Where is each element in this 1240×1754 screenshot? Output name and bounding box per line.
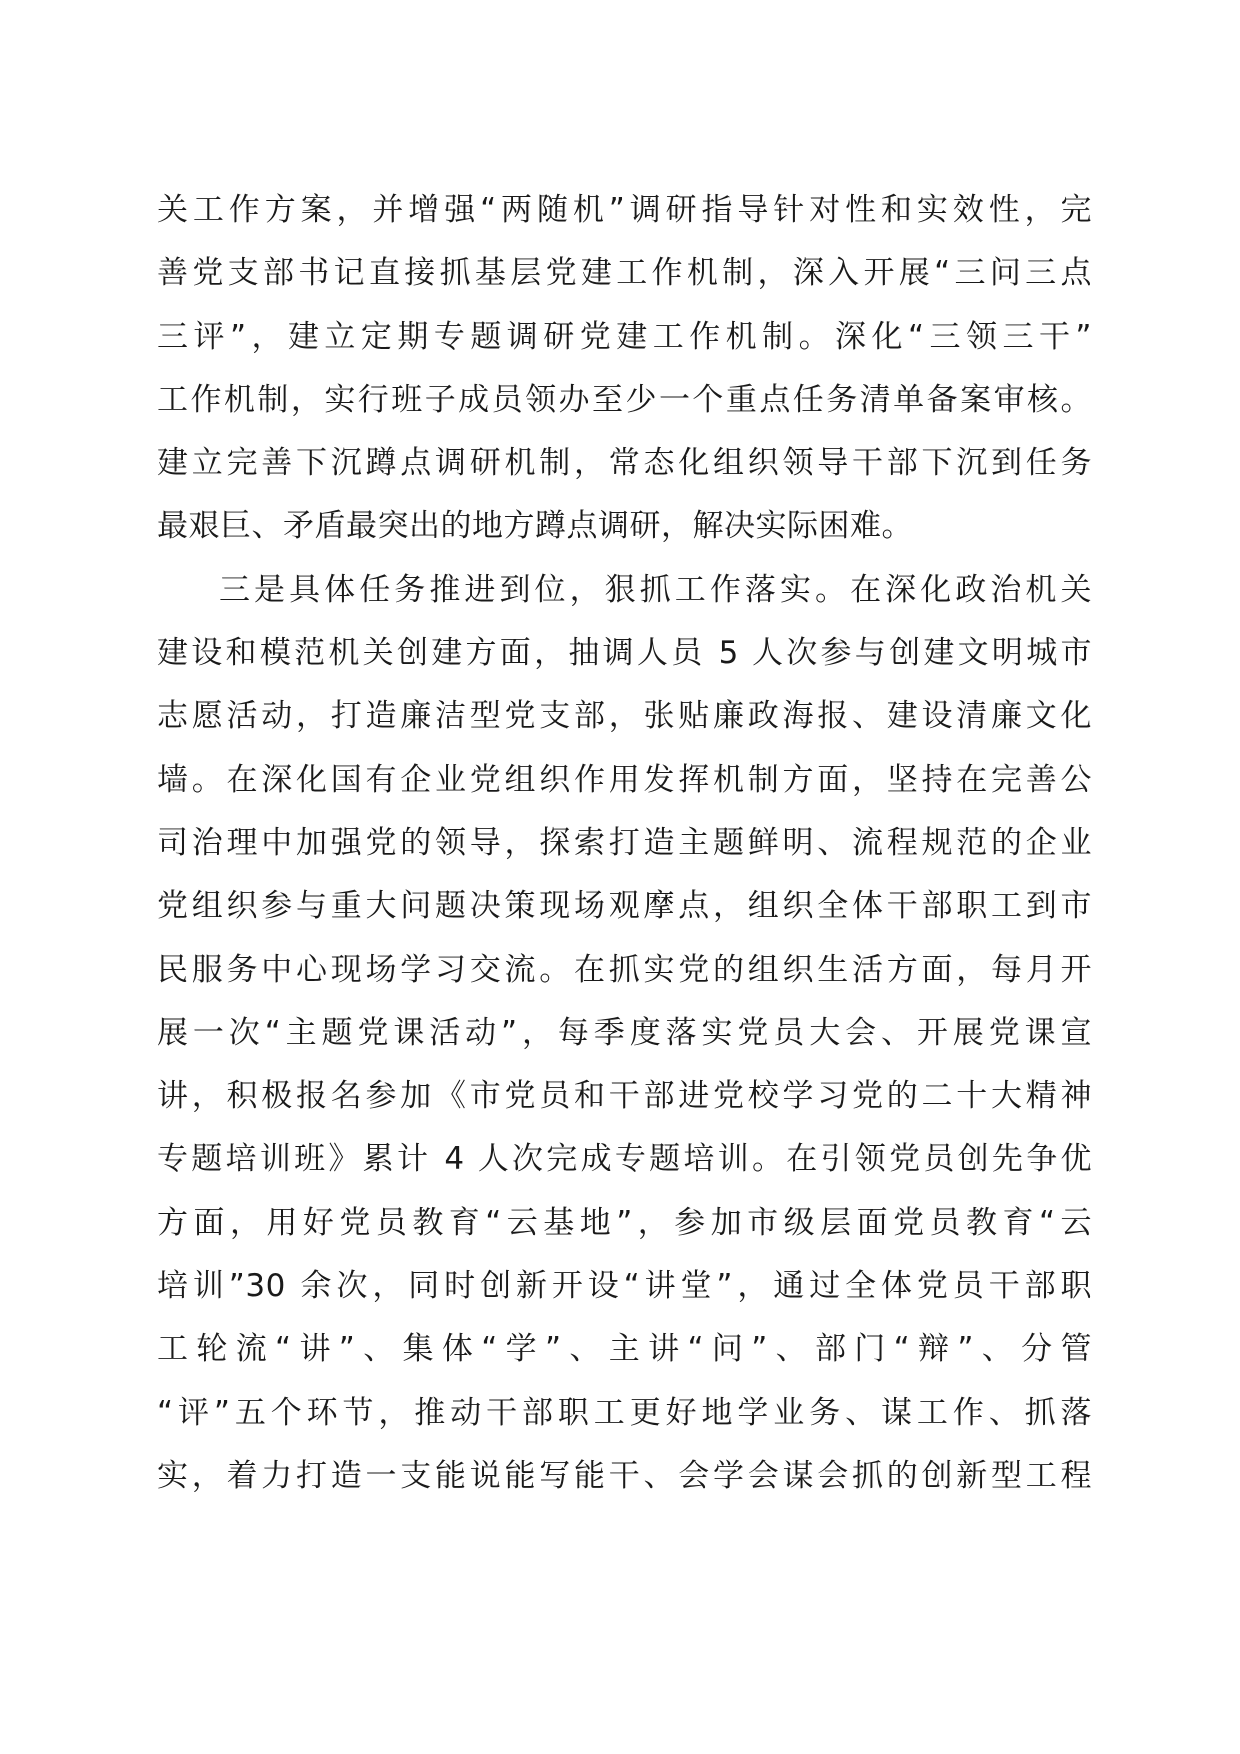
text-line: 善党支部书记直接抓基层党建工作机制，深入开展“三问三点 (157, 255, 1092, 292)
paragraph-first-line: 三是具体任务推进到位，狠抓工作落实。在深化政治机关 (219, 571, 1092, 608)
text-line: 建设和模范机关创建方面，抽调人员 5 人次参与创建文明城市 (157, 635, 1092, 672)
text-line: 讲，积极报名参加《市党员和干部进党校学习党的二十大精神 (157, 1078, 1092, 1115)
text-line: 实，着力打造一支能说能写能干、会学会谋会抓的创新型工程 (157, 1457, 1092, 1494)
text-line: 三评”，建立定期专题调研党建工作机制。深化“三领三干” (157, 318, 1092, 355)
text-line: 墙。在深化国有企业党组织作用发挥机制方面，坚持在完善公 (157, 761, 1092, 798)
text-line: 方面，用好党员教育“云基地”，参加市级层面党员教育“云 (157, 1204, 1092, 1241)
text-line: 司治理中加强党的领导，探索打造主题鲜明、流程规范的企业 (157, 824, 1092, 861)
text-line: 志愿活动，打造廉洁型党支部，张贴廉政海报、建设清廉文化 (157, 698, 1092, 735)
text-line: 党组织参与重大问题决策现场观摩点，组织全体干部职工到市 (157, 888, 1092, 925)
text-line: 专题培训班》累计 4 人次完成专题培训。在引领党员创先争优 (157, 1141, 1092, 1178)
text-line: 关工作方案，并增强“两随机”调研指导针对性和实效性，完 (157, 192, 1092, 228)
text-line: 民服务中心现场学习交流。在抓实党的组织生活方面，每月开 (157, 951, 1092, 988)
text-line: 工作机制，实行班子成员领办至少一个重点任务清单备案审核。 (157, 381, 1092, 418)
text-line: “评”五个环节，推动干部职工更好地学业务、谋工作、抓落 (157, 1394, 1092, 1431)
text-line: 展一次“主题党课活动”，每季度落实党员大会、开展党课宣 (157, 1014, 1092, 1051)
text-line: 建立完善下沉蹲点调研机制，常态化组织领导干部下沉到任务 (157, 445, 1092, 482)
text-line: 工轮流“讲”、集体“学”、主讲“问”、部门“辩”、分管 (157, 1331, 1092, 1368)
body-text (157, 185, 1092, 1514)
text-line: 最艰巨、矛盾最突出的地方蹲点调研，解决实际困难。 (157, 508, 913, 545)
text-line: 培训”30 余次，同时创新开设“讲堂”，通过全体党员干部职 (157, 1268, 1092, 1305)
